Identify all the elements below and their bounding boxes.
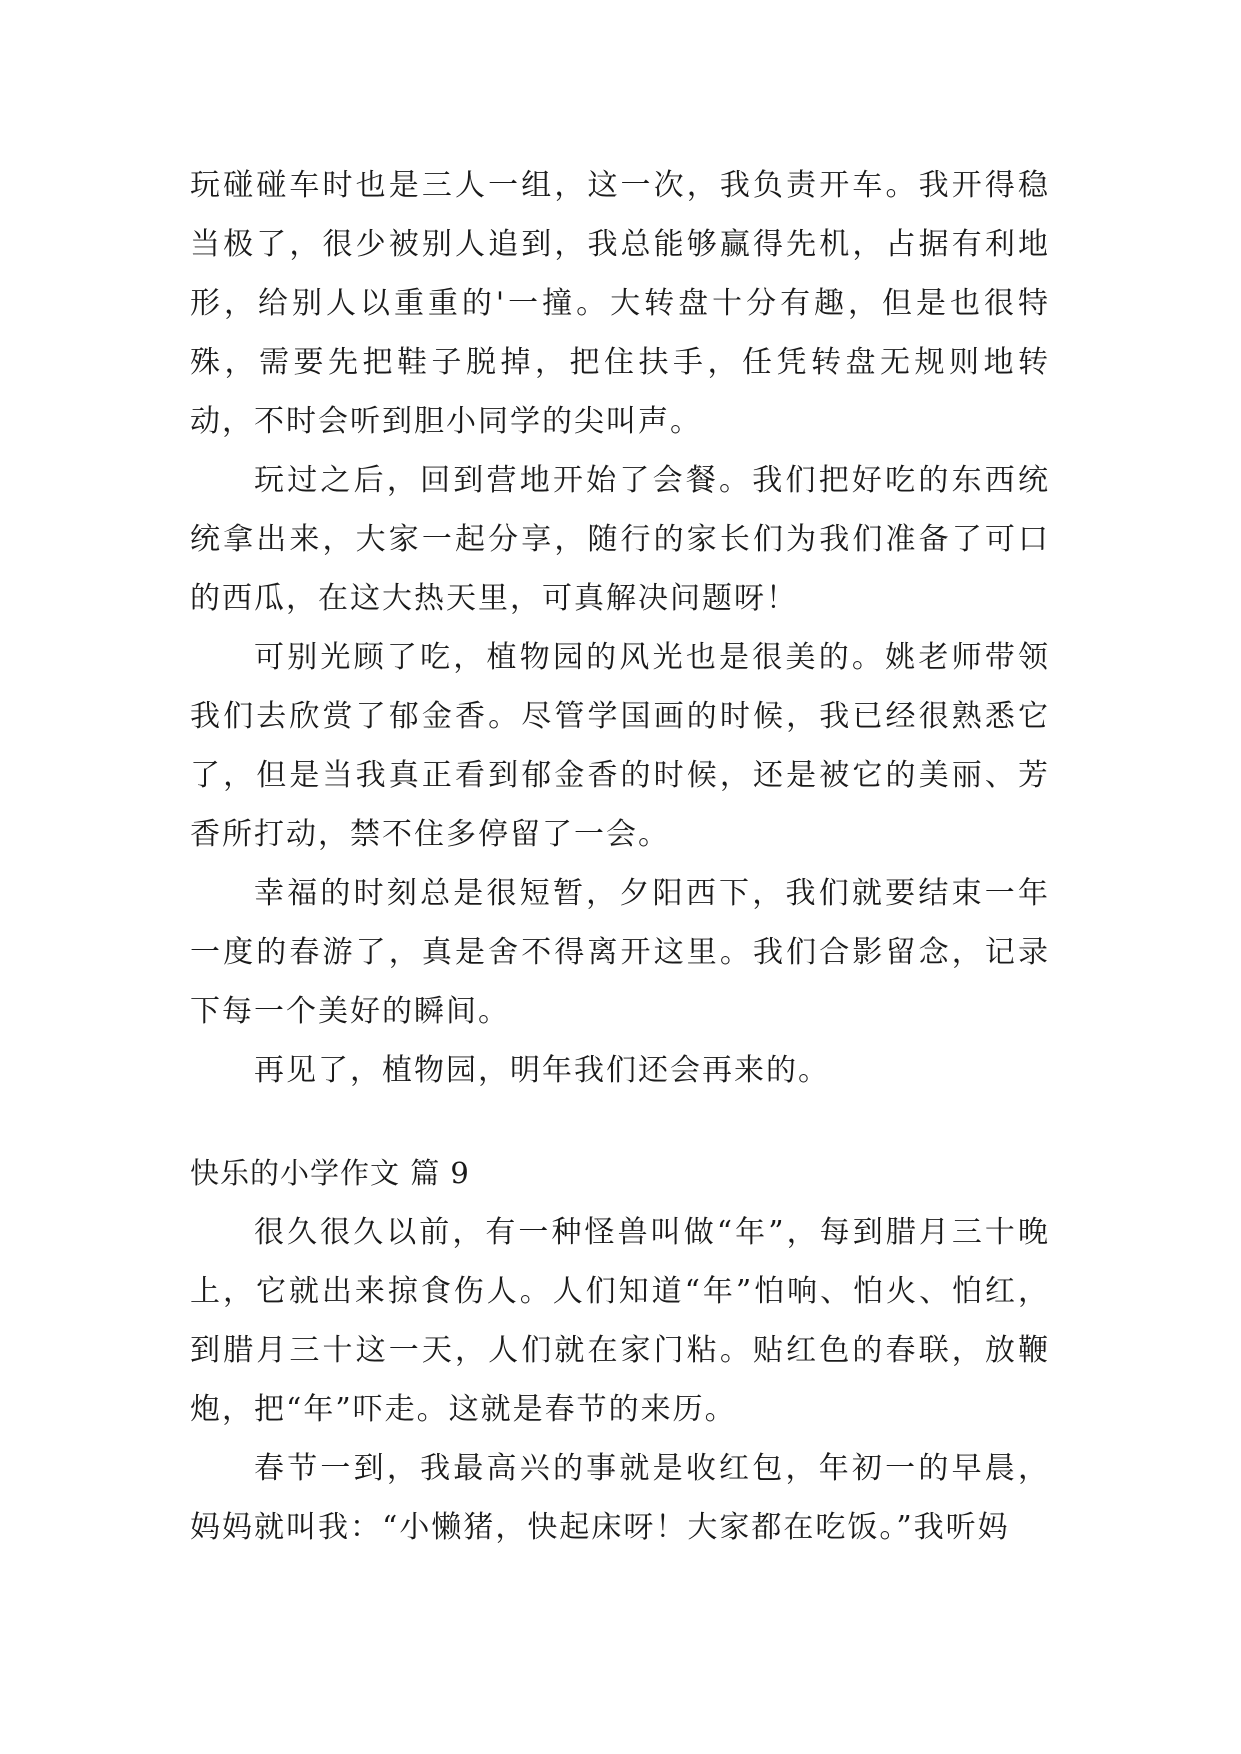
paragraph-spring-festival: 春节一到，我最高兴的事就是收红包，年初一的早晨，妈妈就叫我：“小懒猪，快起床呀！大家都在吃饭。”我听妈 bbox=[190, 1451, 1050, 1545]
document-body bbox=[190, 156, 1050, 1557]
paragraph-sunset: 幸福的时刻总是很短暂，夕阳西下，我们就要结束一年一度的春游了，真是舍不得离开这里。我们合影留念，记录下每一个美好的瞬间。 bbox=[190, 876, 1050, 1029]
paragraph-picnic: 玩过之后，回到营地开始了会餐。我们把好吃的东西统统拿出来，大家一起分享，随行的家长们为我们准备了可口的西瓜，在这大热天里，可真解决问题呀！ bbox=[190, 463, 1050, 616]
paragraph-farewell: 再见了，植物园，明年我们还会再来的。 bbox=[254, 1053, 830, 1088]
paragraph-nian-legend: 很久很久以前，有一种怪兽叫做“年”，每到腊月三十晚上，它就出来掠食伤人。人们知道“年”怕响、怕火、怕红，到腊月三十这一天，人们就在家门粘。贴红色的春联，放鞭炮，把“年”吓走。这就是春节的来历。 bbox=[190, 1215, 1050, 1427]
paragraph-tulips: 可别光顾了吃，植物园的风光也是很美的。姚老师带领我们去欣赏了郁金香。尽管学国画的时候，我已经很熟悉它了，但是当我真正看到郁金香的时候，还是被它的美丽、芳香所打动，禁不住多停留了一会。 bbox=[190, 640, 1050, 852]
paragraph-bumper-cars: 玩碰碰车时也是三人一组，这一次，我负责开车。我开得稳当极了，很少被别人追到，我总能够赢得先机，占据有利地形，给别人以重重的'一撞。大转盘十分有趣，但是也很特殊，需要先把鞋子脱掉，把住扶手，任凭转盘无规则地转动，不时会听到胆小同学的尖叫声。 bbox=[190, 168, 1050, 439]
section-heading: 快乐的小学作文 篇 9 bbox=[190, 1156, 470, 1190]
